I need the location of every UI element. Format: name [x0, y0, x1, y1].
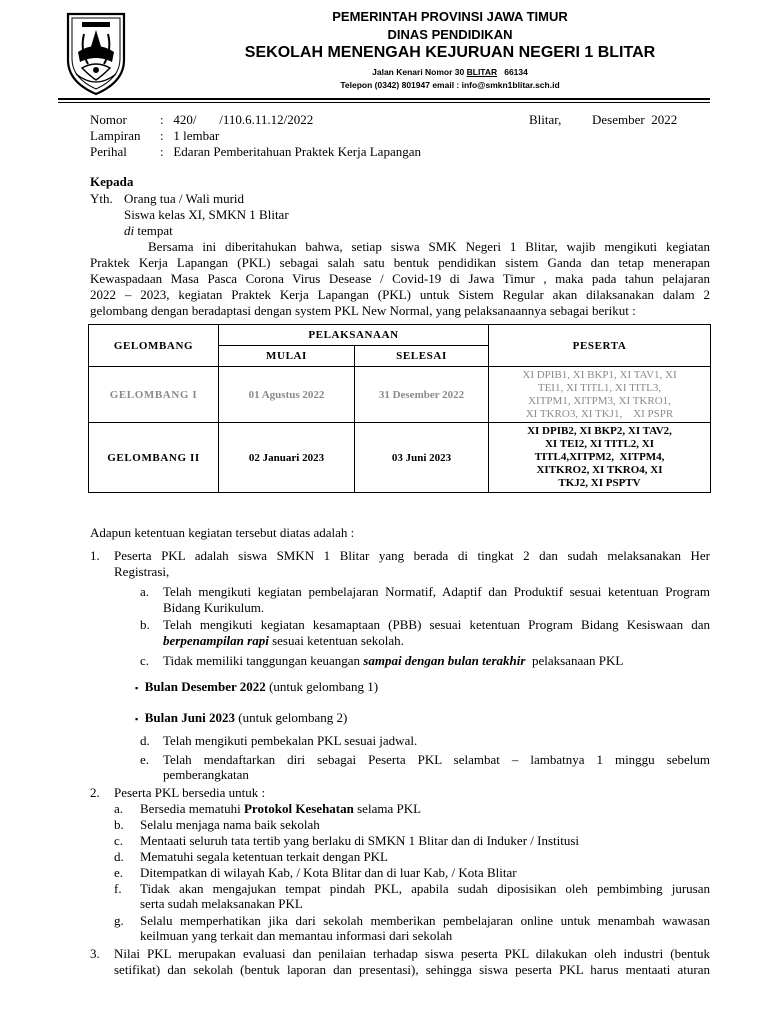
yth-label: Yth.: [90, 191, 113, 206]
point-2c-label: c.: [114, 833, 124, 848]
point-1-number: 1.: [90, 548, 100, 563]
point-1c-line: Tidak memiliki tanggungan keuangan sampai dengan bulan terakhir pelaksanaan PKL: [163, 653, 624, 668]
point-1d-label: d.: [140, 733, 150, 748]
bullet-desember: ▪ Bulan Desember 2022 (untuk gelombang 1): [135, 679, 379, 694]
bullet-icon: ▪: [135, 683, 139, 693]
letterhead-contact: Telepon (0342) 801947 email : info@smkn1blitar.sch.id: [340, 80, 560, 90]
header-selesai: SELESAI: [355, 346, 489, 367]
peserta-line: XI TKRO3, XI TKJ1, XI PSPR: [525, 407, 674, 420]
point-2a-label: a.: [114, 801, 124, 816]
cell-gelombang: GELOMBANG I: [89, 367, 219, 423]
header-mulai: MULAI: [219, 346, 355, 367]
table-row-gelombang-2: [89, 423, 711, 493]
recipient-line-1: Orang tua / Wali murid: [124, 191, 245, 206]
point-1a-label: a.: [140, 584, 150, 599]
point-1d-text: Telah mengikuti pembekalan PKL sesuai jadwal.: [163, 733, 418, 748]
point-2b-label: b.: [114, 817, 124, 832]
nomor-value: : 420/ /110.6.11.12/2022: [160, 112, 314, 127]
point-1b-line-2: berpenampilan rapi sesuai ketentuan sekolah.: [163, 633, 404, 648]
perihal-label: Perihal: [90, 144, 127, 159]
point-1-line-2: Registrasi,: [114, 564, 170, 579]
point-3-line-1: Nilai PKL merupakan evaluasi dan penilaian terhadap siswa peserta PKL dilakukan oleh industri (bentuk: [114, 946, 710, 961]
point-2b-text: Selalu menjaga nama baik sekolah: [140, 817, 320, 832]
point-2f-line-1: Tidak akan mengajukan tempat pindah PKL, apabila sudah diposisikan oleh pembimbing jurusan: [140, 881, 710, 896]
point-3-number: 3.: [90, 946, 100, 961]
point-2d-text: Mematuhi segala ketentuan terkait dengan PKL: [140, 849, 389, 864]
letterhead-rule-thin: [58, 102, 710, 103]
pkl-schedule-table: [88, 324, 711, 493]
peserta-line: XI TEI2, XI TITL2, XI: [544, 438, 655, 450]
kepada-label: Kepada: [90, 174, 134, 189]
letterhead-address: Jalan Kenari Nomor 30 BLITAR 66134: [372, 67, 528, 77]
intro-line-2: Praktek Kerja Lapangan (PKL) sebagai salah satu bentuk pendidikan sistem Ganda dan tetap menerapan: [90, 255, 710, 270]
bullet-juni: ▪ Bulan Juni 2023 (untuk gelombang 2): [135, 710, 348, 725]
point-1e-line-1: Telah mendaftarkan diri sebagai Peserta PKL selambat – lambatnya 1 minggu sebelum: [163, 752, 710, 767]
peserta-line: TEI1, XI TITL1, XI TITL3,: [537, 381, 662, 394]
point-2g-label: g.: [114, 913, 124, 928]
cell-peserta: [489, 367, 711, 423]
bullet-icon: ▪: [135, 714, 139, 724]
header-gelombang: GELOMBANG: [89, 325, 219, 367]
intro-line-3: Kewaspadaan Masa Pasca Corona Virus Desease / Covid-19 di Jawa Timur , maka pada tahun pelajaran: [90, 271, 710, 286]
intro-line-1: Bersama ini diberitahukan bahwa, setiap siswa SMK Negeri 1 Blitar, wajib mengikuti kegiatan: [148, 239, 710, 254]
letterhead-rule-thick: [58, 98, 710, 100]
intro-line-5: gelombang dengan beradaptasi dengan system PKL New Normal, yang pelaksanaannya sebagai berikut :: [90, 303, 636, 318]
point-1c-label: c.: [140, 653, 150, 668]
intro-line-4: 2022 – 2023, kegiatan Praktek Kerja Lapangan (PKL) untuk Sistem Regular akan dilaksanakan dalam 2: [90, 287, 710, 302]
provincial-emblem-logo: [62, 10, 130, 96]
point-1e-label: e.: [140, 752, 150, 767]
peserta-line: XI DPIB1, XI BKP1, XI TAV1, XI: [522, 368, 677, 381]
table-row-gelombang-1: [89, 367, 711, 423]
letterhead-government: PEMERINTAH PROVINSI JAWA TIMUR: [332, 9, 568, 24]
adapun-text: Adapun ketentuan kegiatan tersebut diatas adalah :: [90, 525, 355, 540]
point-2f-line-2: serta sudah melaksanakan PKL: [140, 896, 303, 911]
peserta-line: TKJ2, XI PSPTV: [558, 477, 641, 489]
perihal-value: : Edaran Pemberitahuan Praktek Kerja Lapangan: [160, 144, 421, 159]
cell-selesai: 31 Desember 2022: [355, 367, 489, 423]
point-2-text: Peserta PKL bersedia untuk :: [114, 785, 266, 800]
peserta-line: XI DPIB2, XI BKP2, XI TAV2,: [527, 425, 672, 437]
point-1b-label: b.: [140, 617, 150, 632]
letterhead-school-name: SEKOLAH MENENGAH KEJURUAN NEGERI 1 BLITAR: [244, 44, 656, 61]
cell-gelombang: GELOMBANG II: [89, 423, 219, 493]
point-2e-label: e.: [114, 865, 124, 880]
letter-date: Desember 2022: [592, 112, 678, 127]
peserta-line: XITKRO2, XI TKRO4, XI: [536, 464, 663, 476]
point-3-line-2: setifikat) dan sekolah (bentuk laporan dan presentasi), sehingga siswa peserta PKL harus mentaati aturan: [114, 962, 710, 977]
cell-mulai: 01 Agustus 2022: [219, 367, 355, 423]
point-2a-text: Bersedia mematuhi Protokol Kesehatan selama PKL: [140, 801, 422, 816]
peserta-line: TITL4,XITPM2, XITPM4,: [534, 451, 665, 463]
nomor-label: Nomor: [90, 112, 127, 127]
header-pelaksanaan: PELAKSANAAN: [219, 325, 489, 346]
address-city: BLITAR: [466, 67, 498, 77]
header-peserta: PESERTA: [489, 325, 711, 367]
point-2g-line-2: keilmuan yang terkait dan memantau informasi dari sekolah: [140, 928, 453, 943]
point-2g-line-1: Selalu memperhatikan jika dari sekolah memberikan pembelajaran online untuk menambah wawasan: [140, 913, 710, 928]
point-1a-line-2: Bidang Kurikulum.: [163, 600, 265, 615]
point-2-number: 2.: [90, 785, 100, 800]
point-2c-text: Mentaati seluruh tata tertib yang berlaku di SMKN 1 Blitar dan di Induker / Institusi: [140, 833, 580, 848]
point-1e-line-2: pemberangkatan: [163, 767, 249, 782]
recipient-line-2: Siswa kelas XI, SMKN 1 Blitar: [124, 207, 289, 222]
point-2d-label: d.: [114, 849, 124, 864]
point-1b-line-1: Telah mengikuti kegiatan kesamaptaan (PBB) sesuai ketentuan Program Bidang Kesiswaan dan: [163, 617, 710, 632]
point-2e-text: Ditempatkan di wilayah Kab, / Kota Blitar dan di luar Kab, / Kota Blitar: [140, 865, 517, 880]
recipient-place: di tempat: [124, 223, 173, 238]
point-2f-label: f.: [114, 881, 122, 896]
peserta-line: XITPM1, XITPM3, XI TKRO1,: [528, 394, 671, 407]
lampiran-label: Lampiran: [90, 128, 141, 143]
point-1-line-1: Peserta PKL adalah siswa SMKN 1 Blitar yang berada di tingkat 2 dan sudah melaksanakan Her: [114, 548, 710, 563]
cell-mulai: 02 Januari 2023: [219, 423, 355, 493]
lampiran-value: : 1 lembar: [160, 128, 220, 143]
cell-peserta: [489, 423, 711, 493]
cell-selesai: 03 Juni 2023: [355, 423, 489, 493]
letter-place: Blitar,: [529, 112, 562, 127]
letterhead-department: DINAS PENDIDIKAN: [387, 27, 513, 42]
point-1a-line-1: Telah mengikuti kegiatan pembelajaran Normatif, Adaptif dan Produktif sesuai ketentuan Program: [163, 584, 710, 599]
